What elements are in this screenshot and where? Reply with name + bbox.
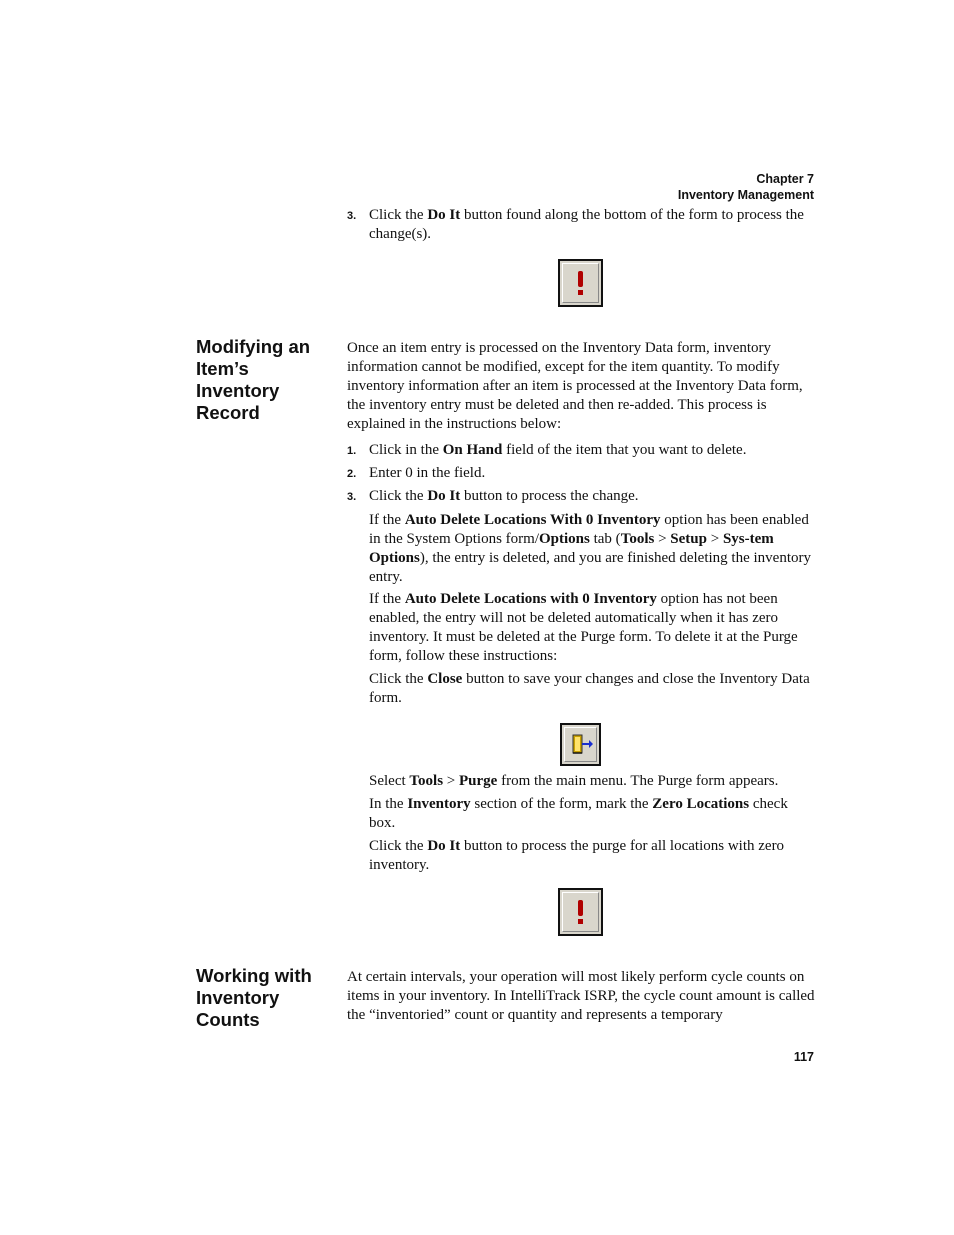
exclamation-icon xyxy=(560,261,601,305)
page-number: 117 xyxy=(793,1050,814,1064)
running-header xyxy=(678,171,814,203)
modify-paragraph: Once an item entry is processed on the Inventory Data form, inventory information cannot be modified, except for the item quantity. To modify inventory information after an item is processed at the Inventory Data form, the inventory entry must be deleted and then re-added. This process is explained in the instructions below: xyxy=(347,340,803,432)
select-purge-paragraph: Select Tools > Purge from the main menu. The Purge form appears. xyxy=(369,773,779,789)
chapter-label: Chapter 7 xyxy=(756,172,814,186)
auto-delete-enabled-paragraph: If the Auto Delete Locations With 0 Inventory option has been enabled in the System Options form/Options tab (Tools > Setup > Sys-tem Options), the entry is deleted, and you are finished deleting the inventory entry. xyxy=(369,512,811,585)
step-3: 3. Click the Do It button to process the change. xyxy=(347,488,639,504)
step-text: Click the Do It button found along the bottom of the form to process the change(s). xyxy=(369,207,804,242)
auto-delete-disabled-paragraph: If the Auto Delete Locations with 0 Inventory option has not been enabled, the entry will not be deleted automatically when it has zero inventory. It must be deleted at the Purge form. To delete it at the Purge form, follow these instructions: xyxy=(369,591,798,664)
close-paragraph: Click the Close button to save your changes and close the Inventory Data form. xyxy=(369,671,810,706)
close-button-image xyxy=(560,723,601,766)
section-label: Inventory Management xyxy=(677,188,814,202)
exclamation-icon xyxy=(560,890,601,934)
counts-paragraph: At certain intervals, your operation will most likely perform cycle counts on items in your inventory. In IntelliTrack ISRP, the cycle count amount is called the “inventoried” count or quantity and represents a temporary xyxy=(347,969,815,1023)
step-1: 1. Click in the On Hand field of the item that you want to delete. xyxy=(347,442,747,458)
do-it-button-image-2 xyxy=(558,888,603,936)
section-heading-modify: Modifying an Item’s Inventory Record xyxy=(196,336,311,423)
exit-door-icon xyxy=(562,725,599,764)
step-2: 2. Enter 0 in the field. xyxy=(347,465,486,481)
do-it-button-image xyxy=(558,259,603,307)
step-number: 3. xyxy=(347,210,357,222)
section-heading-counts: Working with Inventory Counts xyxy=(196,965,312,1030)
zero-locations-paragraph: In the Inventory section of the form, mark the Zero Locations check box. xyxy=(369,796,788,831)
intro-step xyxy=(347,206,817,244)
purge-do-it-paragraph: Click the Do It button to process the purge for all locations with zero inventory. xyxy=(369,838,785,873)
